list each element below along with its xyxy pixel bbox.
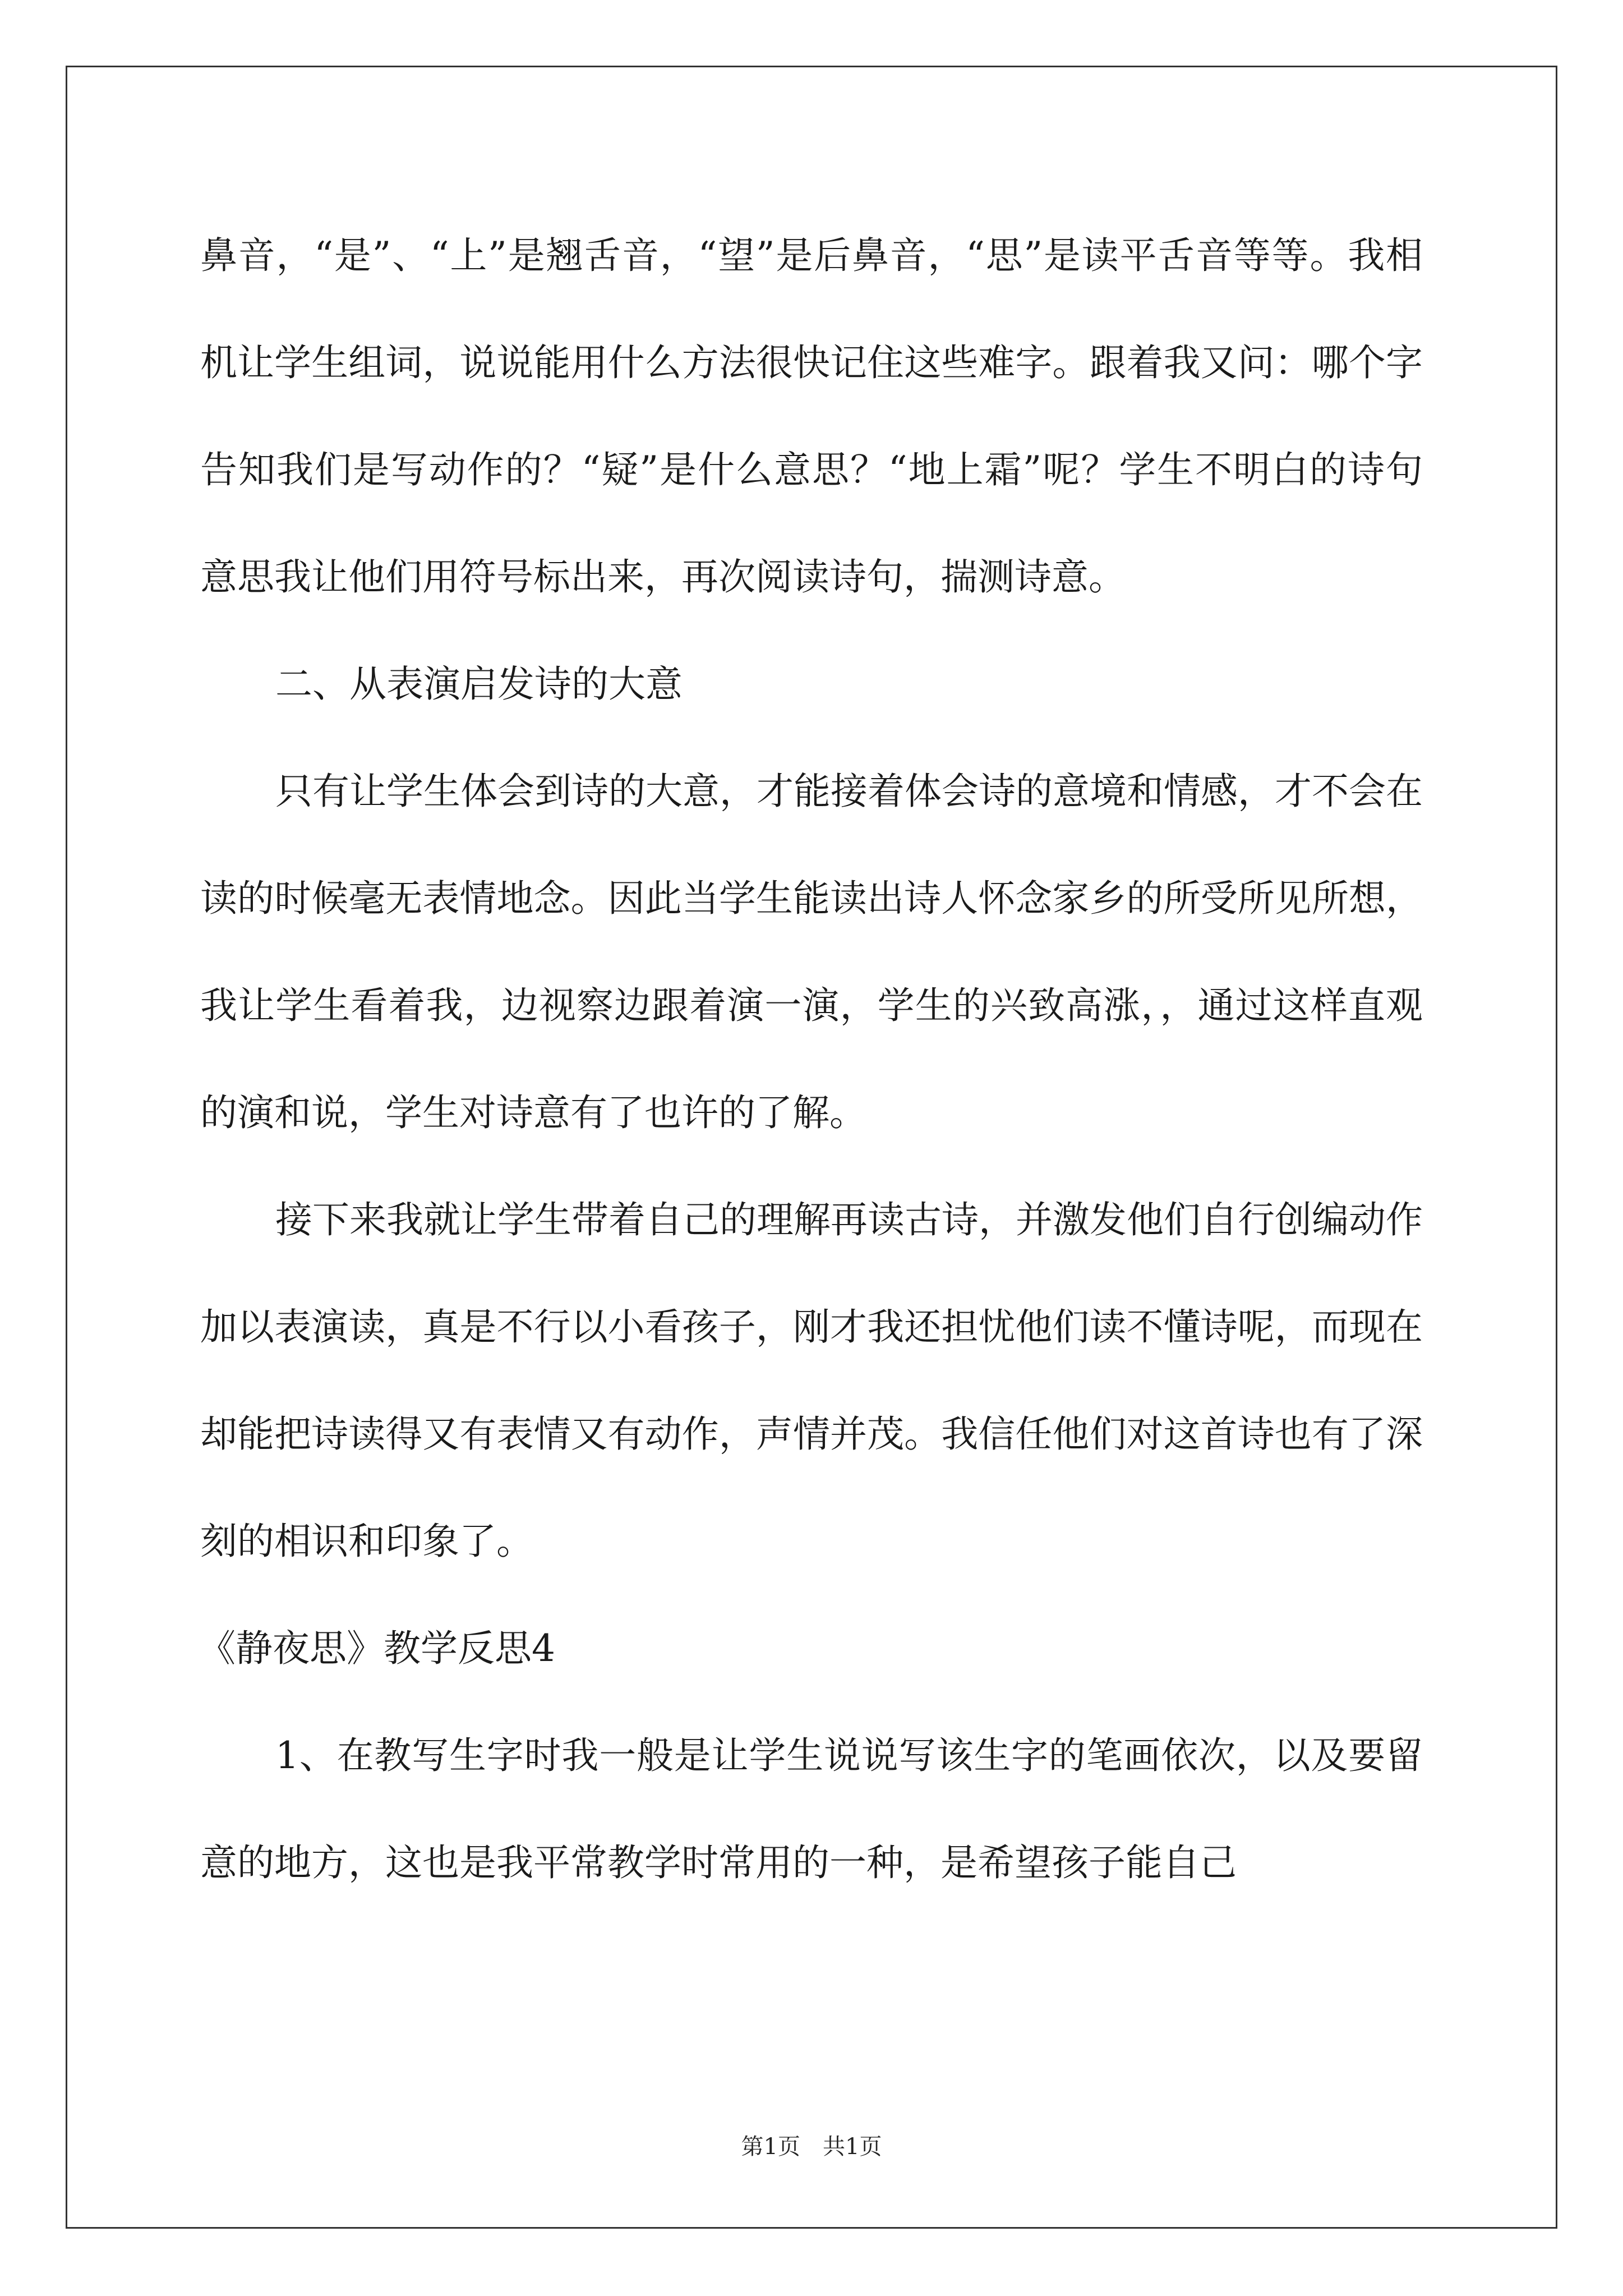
document-body bbox=[200, 202, 1423, 1916]
paragraph-1: 鼻音，“是”、“上”是翘舌音，“望”是后鼻音，“思”是读平舌音等等。我相机让学生组词，说说能用什么方法很快记住这些难字。跟着我又问：哪个字告知我们是写动作的？“疑”是什么意思？“地上霜”呢？学生不明白的诗句意思我让他们用符号标出来，再次阅读诗句，揣测诗意。 bbox=[200, 234, 1423, 599]
paragraph-5: 1、在教写生字时我一般是让学生说说写该生字的笔画依次，以及要留意的地方，这也是我平常教学时常用的一种，是希望孩子能自己 bbox=[200, 1734, 1423, 1884]
section-heading: 《静夜思》教学反思4 bbox=[199, 1627, 555, 1670]
paragraph-3: 只有让学生体会到诗的大意，才能接着体会诗的意境和情感，才不会在读的时候毫无表情地念。因此当学生能读出诗人怀念家乡的所受所见所想，我让学生看着我，边视察边跟着演一演，学生的兴致高涨，，通过这样直观的演和说，学生对诗意有了也许的了解。 bbox=[200, 770, 1423, 1134]
paragraph-2-subheading: 二、从表演启发诗的大意 bbox=[275, 662, 683, 706]
paragraph-4: 接下来我就让学生带着自己的理解再读古诗，并激发他们自行创编动作加以表演读，真是不行以小看孩子，刚才我还担忧他们读不懂诗呢，而现在却能把诗读得又有表情又有动作，声情并茂。我信任他们对这首诗也有了深刻的相识和印象了。 bbox=[200, 1198, 1423, 1563]
page-number-footer: 第1页 共1页 bbox=[741, 2134, 882, 2160]
